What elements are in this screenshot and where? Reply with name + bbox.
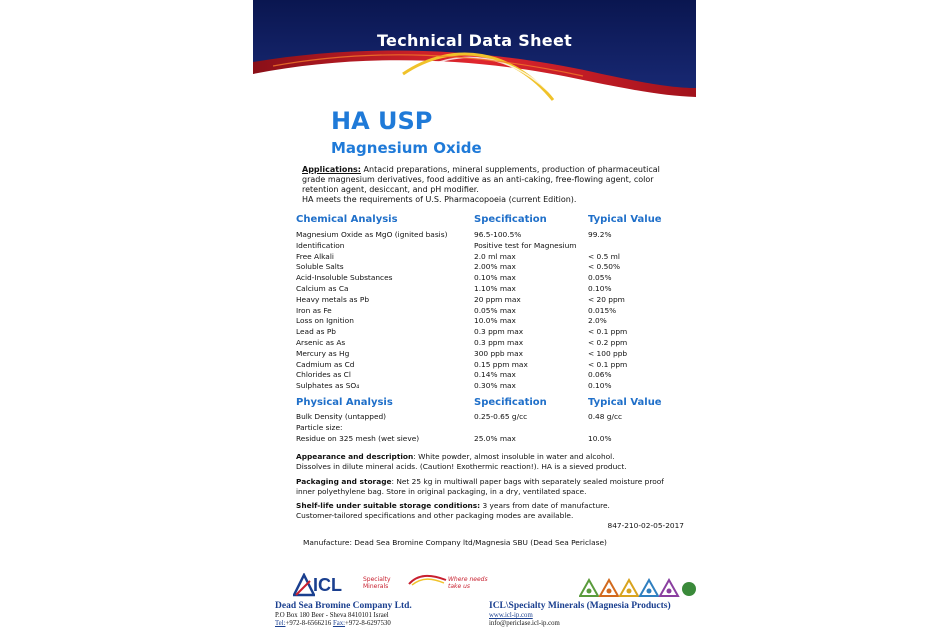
appearance-text-2: Dissolves in dilute mineral acids. (Caution! Exothermic reaction!). HA is a sieved product. — [296, 462, 627, 471]
footer-icl-specialty — [489, 601, 671, 628]
specification-cell: 10.0% max — [474, 316, 516, 326]
fax-number: +972-8-6297530 — [345, 620, 391, 627]
physical-spec-header: Specification — [474, 397, 547, 408]
chemical-analysis-header — [296, 214, 686, 228]
chemical-row — [296, 273, 686, 284]
applications-text: Antacid preparations, mineral supplements, production of pharmaceutical grade magnesium derivatives, food additive as an anti-caking, free-flowing agent, color retention agent, desiccant, and pH modifier. — [302, 165, 660, 194]
customer-tailored-text: Customer-tailored specifications and other packaging modes are available. — [296, 511, 574, 520]
specification-cell: 2.0 ml max — [474, 251, 516, 261]
chemical-typical-header: Typical Value — [588, 214, 662, 225]
footer-left-address: P.O Box 180 Beer - Sheva 8410101 Israel — [275, 612, 389, 619]
typical-value-cell: 0.015% — [588, 305, 617, 315]
physical-typical-header: Typical Value — [588, 397, 662, 408]
specification-cell: 0.3 ppm max — [474, 327, 524, 337]
parameter-cell: Loss on Ignition — [296, 316, 354, 326]
packaging-text: : Net 25 kg in multiwall paper bags with separately sealed moisture proof — [391, 477, 664, 486]
certification-badge-icon — [600, 580, 618, 596]
specification-cell: 1.10% max — [474, 283, 516, 293]
chemical-analysis-table — [296, 230, 686, 392]
parameter-cell: Calcium as Ca — [296, 283, 349, 293]
packaging-text-2: inner polyethylene bag. Store in original packaging, in a dry, ventilated space. — [296, 487, 587, 496]
specification-cell: 0.05% max — [474, 305, 516, 315]
shelf-life-label: Shelf-life under suitable storage conditions: — [296, 501, 481, 510]
parameter-cell: Cadmium as Cd — [296, 359, 355, 369]
chemical-row — [296, 241, 686, 252]
data-sheet-page — [253, 0, 696, 632]
typical-value-cell: < 0.1 ppm — [588, 327, 628, 337]
specification-cell: 0.30% max — [474, 381, 516, 391]
certification-badge-icon — [660, 580, 678, 596]
typical-value-cell: < 0.2 ppm — [588, 337, 628, 347]
typical-value-cell: 0.06% — [588, 370, 612, 380]
chemical-row — [296, 338, 686, 349]
document-number: 847-210-02-05-2017 — [607, 521, 684, 530]
packaging-label: Packaging and storage — [296, 477, 392, 486]
packaging-paragraph — [296, 477, 686, 497]
swoosh-logo-icon — [408, 574, 448, 586]
typical-value-cell: < 0.5 ml — [588, 251, 620, 261]
appearance-text: : White powder, almost insoluble in water and alcohol. — [413, 452, 615, 461]
applications-note: HA meets the requirements of U.S. Pharmacopoeia (current Edition). — [302, 195, 577, 204]
gmp-badge-icon — [682, 582, 696, 596]
physical-analysis-table — [296, 412, 686, 444]
typical-value-cell: < 0.50% — [588, 262, 621, 272]
typical-value-cell: < 100 ppb — [588, 348, 628, 358]
specification-cell: 300 ppb max — [474, 348, 523, 358]
specification-cell: 25.0% max — [474, 433, 516, 443]
email-address[interactable]: info@periclase.icl-ip.com — [489, 620, 560, 627]
parameter-cell: Heavy metals as Pb — [296, 294, 370, 304]
parameter-cell: Bulk Density (untapped) — [296, 412, 387, 421]
typical-value-cell: 0.10% — [588, 283, 612, 293]
typical-value-cell: < 20 ppm — [588, 294, 625, 304]
footer-right-company: ICL\Specialty Minerals (Magnesia Products) — [489, 601, 671, 611]
physical-row — [296, 434, 686, 445]
specification-cell: 96.5-100.5% — [474, 230, 522, 239]
where-needs-take-us-logo — [408, 573, 498, 590]
typical-value-cell: < 0.1 ppm — [588, 359, 628, 369]
chemical-row — [296, 327, 686, 338]
icl-wordmark: ICL — [313, 575, 342, 595]
chemical-row — [296, 349, 686, 360]
shelf-life-text: 3 years from date of manufacture. — [480, 501, 610, 510]
specification-cell: 20 ppm max — [474, 294, 521, 304]
chemical-row — [296, 252, 686, 263]
appearance-paragraph — [296, 452, 686, 472]
parameter-cell: Particle size: — [296, 422, 343, 432]
certification-badge-icon — [620, 580, 638, 596]
parameter-cell: Iron as Fe — [296, 305, 332, 315]
typical-value-cell: 2.0% — [588, 316, 607, 326]
certification-badge-icon — [640, 580, 658, 596]
certification-badges — [579, 578, 696, 600]
banner-swoosh-graphic — [253, 0, 696, 103]
specification-cell: 0.25-0.65 g/cc — [474, 412, 528, 421]
physical-analysis-header — [296, 397, 686, 411]
footer-left-phones — [275, 620, 412, 628]
chemical-row — [296, 295, 686, 306]
product-chemical-name: Magnesium Oxide — [331, 139, 482, 157]
parameter-cell: Free Alkali — [296, 251, 334, 261]
parameter-cell: Residue on 325 mesh (wet sieve) — [296, 433, 420, 443]
parameter-cell: Soluble Salts — [296, 262, 344, 272]
chemical-row — [296, 230, 686, 241]
specification-cell: 0.3 ppm max — [474, 337, 524, 347]
chemical-row — [296, 306, 686, 317]
physical-analysis-title: Physical Analysis — [296, 397, 393, 408]
chemical-row — [296, 381, 686, 392]
parameter-cell: Lead as Pb — [296, 327, 336, 337]
applications-label: Applications: — [302, 165, 361, 174]
chemical-row — [296, 360, 686, 371]
product-name: HA USP — [331, 107, 433, 135]
physical-row — [296, 412, 686, 423]
tel-label: Tel: — [275, 620, 286, 627]
typical-value-cell: 0.10% — [588, 381, 612, 391]
footer-dead-sea-bromine — [275, 601, 412, 628]
specification-cell: Positive test for Magnesium — [474, 240, 577, 250]
banner-title: Technical Data Sheet — [376, 31, 573, 50]
parameter-cell: Chlorides as Cl — [296, 370, 351, 380]
icl-specialty-minerals-logo — [293, 573, 393, 599]
chemical-analysis-title: Chemical Analysis — [296, 214, 398, 225]
website-link[interactable]: www.icl-ip.com — [489, 612, 533, 619]
specification-cell: 2.00% max — [474, 262, 516, 272]
parameter-cell: Arsenic as As — [296, 337, 346, 347]
icl-tagline — [363, 576, 391, 590]
header-banner — [253, 0, 696, 103]
icl-triangle-icon — [293, 573, 315, 597]
icl-tagline-line-1: Specialty — [363, 576, 391, 583]
specification-cell: 0.14% max — [474, 370, 516, 380]
parameter-cell: Magnesium Oxide as MgO (ignited basis) — [296, 230, 448, 239]
parameter-cell: Identification — [296, 240, 345, 250]
certification-badge-icon — [580, 580, 598, 596]
typical-value-cell: 99.2% — [588, 230, 612, 239]
chemical-row — [296, 262, 686, 273]
chemical-row — [296, 316, 686, 327]
applications-block — [302, 165, 677, 205]
chemical-row — [296, 284, 686, 295]
specification-cell: 0.10% max — [474, 273, 516, 283]
chemical-row — [296, 370, 686, 381]
parameter-cell: Acid-Insoluble Substances — [296, 273, 393, 283]
appearance-label: Appearance and description — [296, 452, 414, 461]
chemical-spec-header: Specification — [474, 214, 547, 225]
parameter-cell: Sulphates as SO₄ — [296, 381, 360, 391]
fax-label: Fax: — [332, 620, 346, 627]
typical-value-cell: 10.0% — [588, 433, 612, 443]
where-needs-tagline: Where needs take us — [448, 576, 488, 590]
typical-value-cell: 0.05% — [588, 273, 612, 283]
icl-tagline-line-2: Minerals — [363, 583, 389, 590]
parameter-cell: Mercury as Hg — [296, 348, 350, 358]
tel-number: +972-8-6566216 — [285, 620, 332, 627]
shelf-life-paragraph — [296, 501, 686, 521]
typical-value-cell: 0.48 g/cc — [588, 412, 623, 421]
footer-left-company: Dead Sea Bromine Company Ltd. — [275, 601, 412, 611]
manufacture-line: Manufacture: Dead Sea Bromine Company ltd/Magnesia SBU (Dead Sea Periclase) — [303, 538, 607, 547]
specification-cell: 0.15 ppm max — [474, 359, 528, 369]
physical-row — [296, 423, 686, 434]
